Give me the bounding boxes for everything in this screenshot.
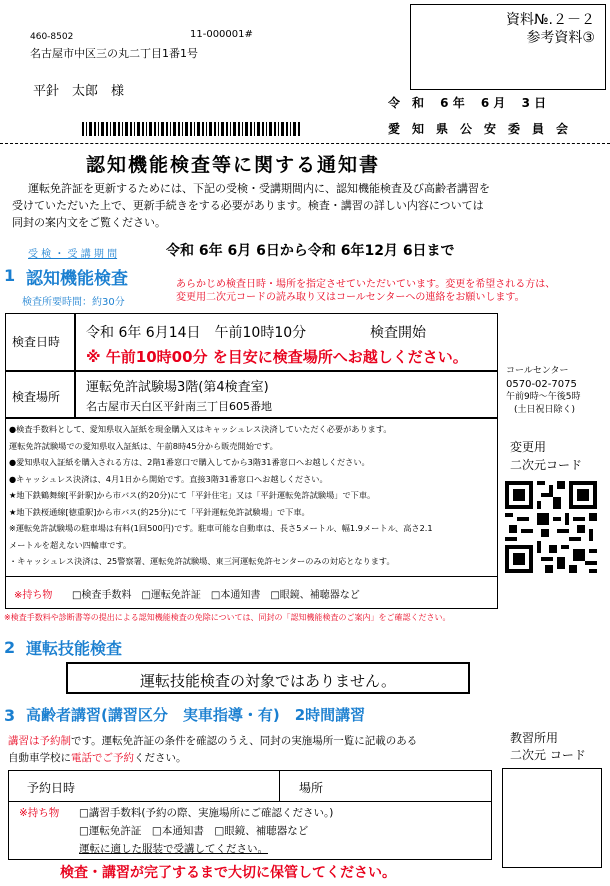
section3-title: 高齢者講習(講習区分 実車指導・有) 2時間講習 [26, 706, 366, 724]
exam-arrival-note: ※ 午前10時00分 を目安に検査場所へお越しください。 [86, 348, 468, 366]
exam-note: ※運転免許試験場の駐車場は有料(1回500円)です。駐車可能な自動車は、長さ5メートル、幅1.9メートル、高さ2.1 [9, 523, 433, 533]
reservation-belongings3: 運転に適した服装で受講してください。 [79, 843, 268, 855]
call-center-title: コールセンター [506, 366, 569, 376]
qr-school-label2: 二次元 コード [510, 748, 586, 762]
reserve-text: です。運転免許証の条件を確認のうえ、同封の実施場所一覧に記載のある [71, 735, 418, 747]
exam-label-divider [74, 314, 76, 418]
exam-note: ●愛知県収入証紙を購入される方は、2階1番窓口で購入してから3階31番窓口へお越しください。 [9, 457, 370, 467]
intro-line2: 受けていただいた上で、更新手続きをする必要があります。検査・講習の詳しい内容については [12, 199, 484, 212]
exam-note: ・キャッシュレス決済は、25警察署、運転免許試験場、東三河運転免許センターのみの対応となります。 [9, 556, 395, 566]
reservation-belongings2: □運転免許証 □本通知書 □眼鏡、補聴器など [79, 825, 309, 837]
section2-title: 運転技能検査 [26, 639, 123, 658]
reserve-required: 講習は予約制 [8, 735, 71, 747]
school-qr-placeholder [502, 768, 602, 868]
intro-line3: 同封の案内文をご覧ください。 [12, 216, 166, 229]
qr-change-label1: 変更用 [510, 440, 547, 454]
qr-school-label1: 教習所用 [510, 731, 559, 745]
address: 名古屋市中区三の丸二丁目1番1号 [30, 47, 198, 60]
postal-barcode [82, 122, 300, 136]
barcode-number: 11-000001# [190, 29, 253, 40]
exam-start-text: 検査開始 [370, 325, 426, 341]
exam-note: ★地下鉄桜通線[徳重駅]から市バス(約25分)にて「平針運転免許試験場」で下車。 [9, 506, 310, 517]
doc-ref-line2: 参考資料③ [526, 30, 595, 46]
exam-note: 運転免許試験場での愛知県収入証紙は、午前8時45分から販売開始です。 [9, 440, 278, 451]
section2-message: 運転技能検査の対象ではありません。 [140, 672, 396, 690]
exam-row-divider [6, 370, 498, 372]
section3-reserve-line1 [8, 733, 417, 748]
exam-belongings-label: ※持ち物 [14, 590, 53, 601]
issuer: 愛 知 県 公 安 委 員 会 [388, 122, 569, 136]
reservation-col-divider [279, 771, 280, 801]
reservation-belongings1: □講習手数料(予約の際、実施場所にご確認ください。) [79, 807, 334, 819]
period-label: 受 検 ・ 受 講 期 間 [28, 249, 118, 260]
exemption-note: ※検査手数料や診断書等の提出による認知機能検査の免除については、同封の「認知機能検査のご案内」をご確認ください。 [4, 613, 451, 622]
reserve-text2: 自動車学校に [8, 752, 71, 764]
exam-notes [9, 421, 497, 570]
exam-note: メートルを超えない四輪車です。 [9, 539, 132, 550]
exam-note: ●キャッシュレス決済は、4月1日から開始です。直接3階31番窓口へお越しください。 [9, 473, 328, 484]
qr-change-label2: 二次元コード [510, 458, 583, 472]
exam-place-name: 運転免許試験場3階(第4検査室) [86, 380, 269, 395]
exam-date-value: 令和 6年 6月14日 午前10時10分 [86, 325, 307, 341]
exam-place-label: 検査場所 [12, 390, 61, 404]
section1-number: 1 [4, 266, 16, 285]
section1-notice1: あらかじめ検査日時・場所を指定させていただいています。変更を希望される方は、 [176, 279, 556, 290]
cut-line [0, 143, 610, 144]
call-center-closed: (土日祝日除く) [514, 405, 576, 415]
recipient: 平針 太郎 様 [33, 84, 125, 99]
section2-number: 2 [4, 638, 16, 657]
document-title: 認知機能検査等に関する通知書 [86, 154, 381, 176]
reservation-belongings-label: ※持ち物 [19, 807, 60, 819]
section1-duration: 検査所要時間：約30分 [22, 297, 125, 308]
section2-box [66, 662, 470, 694]
issue-date: 令 和 6 年 6 月 3 日 [388, 96, 547, 110]
reservation-place-label: 場所 [299, 781, 324, 795]
doc-ref-line1: 資料№.２－２ [505, 12, 595, 28]
reservation-box [8, 770, 492, 860]
exam-belongings: □検査手数料 □運転免許証 □本通知書 □眼鏡、補聴器など [72, 590, 360, 601]
exam-table-bottom [6, 417, 498, 419]
section3-reserve-line2 [8, 750, 187, 765]
doc-ref-box [410, 4, 606, 90]
exam-info-box [5, 313, 498, 609]
call-center-phone: 0570-02-7075 [506, 379, 577, 390]
reservation-date-label: 予約日時 [27, 781, 76, 795]
exam-note: ★地下鉄鶴舞線[平針駅]から市バス(約20分)にて「平針住宅」又は「平針運転免許試験場」で下車。 [9, 490, 376, 500]
intro-line1: 運転免許証を更新するためには、下記の受検・受講期間内に、認知機能検査及び高齢者講習を [28, 182, 490, 195]
postal-code: 460-8502 [30, 32, 74, 42]
exam-belongings-divider [6, 576, 498, 577]
call-center [506, 365, 606, 417]
reserve-text3: ください。 [134, 752, 187, 764]
exam-place-address: 名古屋市天白区平針南三丁目605番地 [86, 400, 272, 413]
section1-notice2: 変更用二次元コードの読み取り又はコールセンターへの連絡をお願いします。 [176, 292, 525, 303]
reservation-row-divider [9, 801, 492, 802]
exam-date-label: 検査日時 [12, 335, 61, 349]
exam-note: ●検査手数料として、愛知県収入証紙を現金購入又はキャッシュレス決済していただく必要があります。 [9, 424, 392, 434]
reserve-phone: 電話でご予約 [71, 752, 134, 764]
call-center-hours: 午前9時～午後5時 [506, 392, 581, 402]
section1-title: 認知機能検査 [26, 269, 128, 289]
change-qr-code-icon[interactable] [505, 481, 597, 573]
footer-notice: 検査・講習が完了するまで大切に保管してください。 [60, 865, 396, 881]
period-value: 令和 6年 6月 6日から令和 6年12月 6日まで [166, 243, 455, 259]
section3-number: 3 [4, 706, 16, 725]
